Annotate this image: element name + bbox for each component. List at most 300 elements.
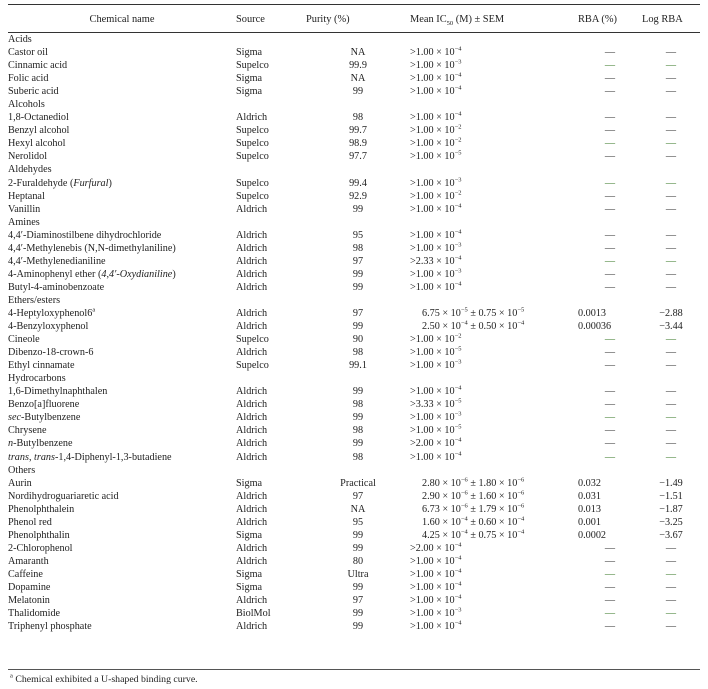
ic50-exponent: −4 [454,450,462,458]
header-rba: RBA (%) [578,14,617,25]
chemical-name-tail: ) [172,268,176,280]
purity-cell: NA [350,47,366,59]
chemical-binding-table [8,9,700,633]
chemical-name-cell [8,46,236,59]
ic50-value: >1.00 × 10 [410,412,455,424]
table-header-row [8,9,700,31]
chemical-name-cell [8,242,236,255]
rba-cell: — [604,60,616,72]
chemical-name: 4,4′-Methylenebis (N,N-dimethylaniline) [8,242,176,254]
table-row [8,529,700,542]
ic50-exponent: −6 [460,489,468,497]
purity-cell: 98 [352,347,364,359]
chemical-name-cell [8,85,236,98]
ic50-exponent: −4 [454,111,462,118]
chemical-name-cell [8,581,236,594]
chemical-name-footnote-marker: a [92,306,96,314]
log-rba-cell: — [665,451,677,463]
source-cell: Aldrich [236,412,268,424]
purity-cell: 99 [352,268,364,280]
chemical-name-cell [8,503,236,516]
source-cell: Aldrich [236,242,268,254]
log-rba-cell: — [665,412,677,424]
chemical-name-cell [8,59,236,72]
ic50-value: 6.73 × 10 [422,503,461,515]
purity-cell: 98 [352,242,364,254]
category-row [8,464,700,477]
chemical-name-cell [8,542,236,555]
rba-cell: — [604,268,616,280]
purity-cell: 98.9 [349,138,367,150]
source-cell: Supelco [236,334,269,346]
chemical-name: 4-Heptyloxyphenol6 [8,307,93,319]
table-row [8,320,700,333]
chemical-name: Nerolidol [8,151,48,163]
table-row [8,490,700,503]
rba-cell: 0.0002 [578,529,607,541]
rba-cell: — [604,242,616,254]
table-row [8,72,700,85]
ic50-exponent: −4 [454,280,462,288]
footnote-marker: a [10,672,13,680]
chemical-name: Dibenzo-18-crown-6 [8,347,94,359]
table-row [8,359,700,372]
ic50-sem: ± 1.60 × 10 [467,490,518,502]
purity-cell: Ultra [347,568,369,580]
category-row [8,98,700,111]
chemical-name-italic: 4,4′-Oxydianiline [101,268,173,280]
table-row [8,503,700,516]
table-footnote [10,674,198,685]
log-rba-cell: — [665,151,677,163]
chemical-name: Vanillin [8,203,41,215]
table-row [8,150,700,163]
source-cell: Aldrich [236,542,268,554]
ic50-value: >1.00 × 10 [410,451,455,463]
purity-cell: 99 [352,321,364,333]
rba-cell: — [604,425,616,437]
ic50-value: >1.00 × 10 [410,268,455,280]
rba-cell: — [604,608,616,620]
rba-cell: — [604,255,616,267]
ic50-sem: ± 0.75 × 10 [467,529,518,541]
chemical-name-cell [8,424,236,437]
ic50-exponent: −5 [454,398,462,405]
chemical-name: Melatonin [8,595,50,607]
table-row [8,542,700,555]
log-rba-cell: — [665,542,677,554]
header-source: Source [236,14,265,25]
mean-ic50-cell [410,320,578,333]
source-cell: Supelco [236,125,269,137]
ic50-sem: ± 1.80 × 10 [467,477,518,489]
chemical-name-italic-mid: trans [34,451,55,463]
source-cell: Supelco [236,138,269,150]
mean-ic50-cell [410,594,578,607]
log-rba-cell: — [665,268,677,280]
purity-cell: 99 [352,412,364,424]
mean-ic50-cell [410,620,578,633]
ic50-exponent: −4 [454,228,462,236]
ic50-value: >1.00 × 10 [410,203,455,215]
source-cell: Aldrich [236,516,268,528]
table-row [8,516,700,529]
rba-cell: — [604,542,616,554]
ic50-value: >1.00 × 10 [410,334,455,346]
chemical-name: Caffeine [8,568,43,580]
mean-ic50-cell [410,607,578,620]
ic50-exponent: −6 [460,502,468,510]
purity-cell: 97 [352,307,364,319]
rba-cell: — [604,86,616,98]
chemical-name: Suberic acid [8,86,59,98]
ic50-exponent: −4 [454,437,462,445]
chemical-name: Dopamine [8,581,51,593]
log-rba-cell: — [665,425,677,437]
chemical-name-cell [8,177,236,190]
log-rba-cell: — [665,138,677,150]
rba-cell: — [604,399,616,411]
ic50-value: >1.00 × 10 [410,242,455,254]
ic50-value: >1.00 × 10 [410,281,455,293]
chemical-name-italic-prefix: n [8,438,14,450]
rba-cell: — [604,412,616,424]
chemical-name: Folic acid [8,73,49,85]
ic50-exponent: −5 [454,346,462,353]
purity-cell: NA [350,73,366,85]
ic50-exponent: −5 [454,424,462,432]
chemical-name: Heptanal [8,190,45,202]
chemical-name-part: -Butylbenzene [13,438,73,450]
chemical-name-cell [8,555,236,568]
footnote-text: Chemical exhibited a U-shaped binding curve. [12,674,198,685]
purity-cell: Practical [340,477,376,489]
chemical-name-cell [8,320,236,333]
chemical-name-cell [8,594,236,607]
source-cell: Sigma [236,47,263,59]
ic50-exponent: −4 [454,580,462,588]
purity-cell: 99.9 [349,60,367,72]
source-cell: Aldrich [236,503,268,515]
log-rba-cell: −1.51 [659,490,683,502]
category-row [8,372,700,385]
table-row [8,111,700,124]
table-top-rule [8,4,700,5]
rba-cell: 0.031 [578,490,601,502]
log-rba-cell: −3.44 [659,321,683,333]
ic50-exponent: −4 [454,385,462,392]
rba-cell: — [604,555,616,567]
chemical-name-cell [8,268,236,281]
mean-ic50-cell [410,516,578,529]
log-rba-cell: — [665,73,677,85]
category-row [8,294,700,307]
chemical-name: Castor oil [8,47,48,59]
chemical-name-part: 4-Aminophenyl ether ( [8,268,102,280]
rba-cell: — [604,203,616,215]
purity-cell: 97 [352,595,364,607]
source-cell: Aldrich [236,451,268,463]
mean-ic50-cell [410,581,578,594]
chemical-name: 1,6-Dimethylnaphthalen [8,386,108,398]
ic50-value: >1.00 × 10 [410,73,455,85]
chemical-name-cell [8,490,236,503]
log-rba-cell: — [665,60,677,72]
mean-ic50-cell [410,59,578,72]
ic50-sem-exponent: −5 [517,306,525,314]
chemical-name-cell [8,411,236,424]
ic50-value: >1.00 × 10 [410,229,455,241]
header-mean-ic50-prefix: Mean IC [410,14,447,25]
log-rba-cell: — [665,112,677,124]
chemical-name-part: 2-Furaldehyde ( [8,177,74,189]
source-cell: Sigma [236,529,263,541]
ic50-exponent: −4 [454,620,462,627]
ic50-value: >1.00 × 10 [410,138,455,150]
purity-cell: NA [350,503,366,515]
ic50-value: 2.90 × 10 [422,490,461,502]
chemical-name-cell [8,150,236,163]
table-row [8,46,700,59]
chemical-name-cell [8,529,236,542]
table-row [8,307,700,320]
ic50-exponent: −3 [454,359,462,366]
log-rba-cell: — [665,229,677,241]
source-cell: Aldrich [236,438,268,450]
rba-cell: — [604,112,616,124]
mean-ic50-cell [410,111,578,124]
chemical-name-cell [8,607,236,620]
purity-cell: 98 [352,451,364,463]
purity-cell: 99 [352,386,364,398]
header-log-rba: Log RBA [642,14,683,25]
ic50-exponent: −2 [454,137,462,144]
rba-cell: 0.0013 [578,307,607,319]
table-row [8,594,700,607]
table-row [8,85,700,98]
mean-ic50-cell [410,424,578,437]
source-cell: Sigma [236,477,263,489]
ic50-exponent: −4 [454,85,462,92]
ic50-exponent: −3 [454,59,462,66]
mean-ic50-cell [410,568,578,581]
ic50-exponent: −4 [454,46,462,53]
ic50-value: >1.00 × 10 [410,425,455,437]
chemical-name-cell [8,255,236,268]
ic50-value: >2.33 × 10 [410,255,455,267]
ic50-exponent: −4 [460,320,468,327]
chemical-name: Butyl-4-aminobenzoate [8,281,105,293]
ic50-value: >1.00 × 10 [410,608,455,620]
source-cell: Sigma [236,73,263,85]
ic50-value: >1.00 × 10 [410,60,455,72]
header-bottom-rule [8,32,700,33]
purity-cell: 99 [352,621,364,633]
log-rba-cell: −1.87 [659,503,683,515]
ic50-value: >1.00 × 10 [410,386,455,398]
purity-cell: 97.7 [349,151,367,163]
header-mean-ic50-sub: 50 [446,20,454,28]
ic50-value: >3.33 × 10 [410,399,455,411]
ic50-sem: ± 0.50 × 10 [467,321,518,333]
rba-cell: — [604,190,616,202]
source-cell: Supelco [236,60,269,72]
ic50-exponent: −4 [454,72,462,79]
source-cell: Sigma [236,568,263,580]
source-cell: Aldrich [236,255,268,267]
chemical-name-tail: -1,4-Diphenyl-1,3-butadiene [55,451,172,463]
rba-cell: — [604,568,616,580]
chemical-name-tail: ) [108,177,112,189]
mean-ic50-cell [410,242,578,255]
ic50-exponent: −4 [460,528,468,536]
mean-ic50-cell [410,490,578,503]
mean-ic50-cell [410,359,578,372]
source-cell: Aldrich [236,555,268,567]
ic50-exponent: −3 [454,176,462,184]
chemical-name-cell [8,346,236,359]
table-row [8,229,700,242]
chemical-name-part: -Butylbenzene [21,412,81,424]
log-rba-cell: — [665,386,677,398]
table-row [8,177,700,190]
source-cell: Aldrich [236,621,268,633]
rba-cell: 0.00036 [578,321,612,333]
ic50-exponent: −3 [454,607,462,614]
purity-cell: 98 [352,112,364,124]
source-cell: Aldrich [236,399,268,411]
chemical-name-cell [8,72,236,85]
source-cell: Supelco [236,190,269,202]
mean-ic50-cell [410,229,578,242]
header-mean-ic50-suffix: (M) ± SEM [453,14,505,25]
log-rba-cell: −3.67 [659,529,683,541]
purity-cell: 99 [352,281,364,293]
ic50-value: >1.00 × 10 [410,347,455,359]
ic50-exponent: −4 [454,554,462,562]
ic50-exponent: −4 [454,254,462,262]
rba-cell: — [604,581,616,593]
purity-cell: 99.4 [349,177,367,189]
rba-cell: — [604,229,616,241]
chemical-name-cell [8,229,236,242]
table-row [8,124,700,137]
chemical-name: 1,8-Octanediol [8,112,69,124]
chemical-name-cell [8,137,236,150]
chemical-name: Aurin [8,477,32,489]
chemical-name-cell [8,451,236,464]
source-cell: Aldrich [236,386,268,398]
log-rba-cell: — [665,190,677,202]
mean-ic50-cell [410,333,578,346]
source-cell: Supelco [236,151,269,163]
source-cell: Supelco [236,360,269,372]
chemical-name: Nordihydroguariaretic acid [8,490,119,502]
chemical-name-cell [8,516,236,529]
mean-ic50-cell [410,451,578,464]
table-row [8,581,700,594]
ic50-value: >1.00 × 10 [410,151,455,163]
ic50-sem: ± 0.60 × 10 [467,516,518,528]
source-cell: Aldrich [236,112,268,124]
ic50-value: >1.00 × 10 [410,581,455,593]
source-cell: Aldrich [236,321,268,333]
log-rba-cell: — [665,399,677,411]
chemical-name-cell [8,203,236,216]
table-row [8,411,700,424]
category-label: Hydrocarbons [8,373,66,385]
mean-ic50-cell [410,385,578,398]
log-rba-cell: — [665,47,677,59]
purity-cell: 97 [352,255,364,267]
ic50-exponent: −2 [454,333,462,340]
table-row [8,137,700,150]
rba-cell: — [604,47,616,59]
ic50-value: >1.00 × 10 [410,112,455,124]
source-cell: Aldrich [236,490,268,502]
mean-ic50-cell [410,411,578,424]
source-cell: Sigma [236,86,263,98]
log-rba-cell: — [665,595,677,607]
table-row [8,333,700,346]
mean-ic50-cell [410,124,578,137]
log-rba-cell: — [665,177,677,189]
source-cell: Supelco [236,177,269,189]
table-row [8,451,700,464]
mean-ic50-cell [410,477,578,490]
chemical-name-cell [8,111,236,124]
ic50-exponent: −2 [454,189,462,197]
rba-cell: — [604,347,616,359]
table-row [8,477,700,490]
source-cell: Sigma [236,581,263,593]
purity-cell: 99.1 [349,360,367,372]
ic50-exponent: −5 [460,306,468,314]
category-label: Ethers/esters [8,294,61,306]
category-row [8,163,700,176]
category-row [8,33,700,46]
ic50-sem-exponent: −4 [517,515,525,523]
source-cell: Aldrich [236,268,268,280]
ic50-exponent: −4 [454,567,462,575]
ic50-exponent: −4 [460,515,468,523]
source-cell: Aldrich [236,595,268,607]
chemical-name-cell [8,385,236,398]
ic50-value: >1.00 × 10 [410,177,455,189]
chemical-name-cell [8,398,236,411]
header-mean-ic50 [410,9,578,31]
ic50-value: >1.00 × 10 [410,568,455,580]
ic50-sem: ± 0.75 × 10 [467,307,518,319]
mean-ic50-cell [410,555,578,568]
chemical-name: Amaranth [8,555,49,567]
chemical-name-cell [8,568,236,581]
ic50-sem-exponent: −6 [517,489,525,497]
table-row [8,281,700,294]
ic50-exponent: −2 [454,124,462,131]
source-cell: Aldrich [236,203,268,215]
mean-ic50-cell [410,203,578,216]
table-row [8,242,700,255]
rba-cell: 0.032 [578,477,601,489]
table-row [8,59,700,72]
chemical-name: Triphenyl phosphate [8,621,92,633]
table-row [8,555,700,568]
rba-cell: — [604,438,616,450]
ic50-value: >2.00 × 10 [410,542,455,554]
ic50-exponent: −3 [454,241,462,249]
rba-cell: — [604,125,616,137]
